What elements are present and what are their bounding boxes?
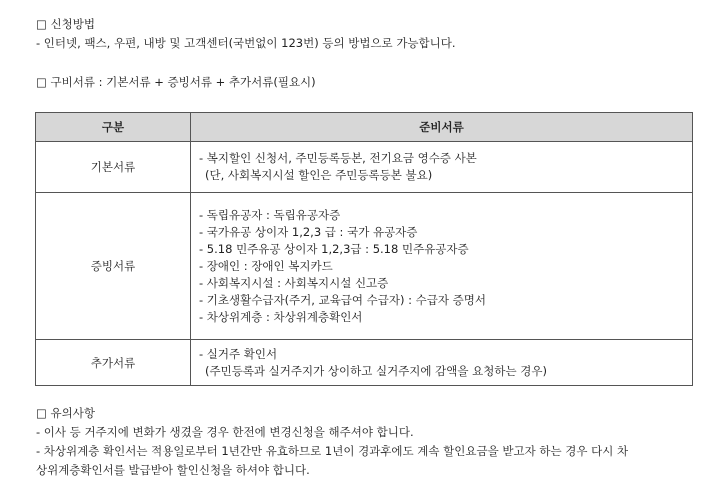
row-documents bbox=[191, 340, 693, 386]
application-text: - 인터넷, 팩스, 우편, 내방 및 고객센터(국번없이 123번) 등의 방법으로 가능합니다. bbox=[36, 36, 456, 50]
note-line: 상위계층확인서를 발급받아 할인신청을 하셔야 합니다. bbox=[36, 463, 310, 477]
note-line: - 이사 등 거주지에 변화가 생겼을 경우 한전에 변경신청을 해주셔야 합니다. bbox=[36, 425, 414, 439]
document-line: (주민등록과 실거주지가 상이하고 실거주지에 감액을 요청하는 경우) bbox=[205, 363, 547, 378]
document-line: - 복지할인 신청서, 주민등록등본, 전기요금 영수증 사본 bbox=[199, 151, 477, 165]
document-line: - 사회복지시설 : 사회복지시설 신고증 bbox=[199, 275, 389, 290]
documents-table bbox=[35, 112, 693, 386]
table-row bbox=[36, 193, 693, 340]
row-category: 증빙서류 bbox=[36, 193, 191, 340]
row-documents bbox=[191, 142, 693, 193]
document-line: - 차상위계층 : 차상위계층확인서 bbox=[199, 309, 363, 324]
document-line: (단, 사회복지시설 할인은 주민등록등본 불요) bbox=[205, 168, 433, 182]
document-line: - 장애인 : 장애인 복지카드 bbox=[199, 258, 333, 273]
notes-heading: □ 유의사항 bbox=[36, 406, 95, 420]
document-line: - 실거주 확인서 bbox=[199, 346, 278, 361]
note-line: - 차상위계층 확인서는 적용일로부터 1년간만 유효하므로 1년이 경과후에도 계속 할인요금을 받고자 하는 경우 다시 차 bbox=[36, 444, 629, 458]
table-row bbox=[36, 340, 693, 386]
table-header-row bbox=[36, 113, 693, 142]
document-line: - 국가유공 상이자 1,2,3 급 : 국가 유공자증 bbox=[199, 224, 418, 239]
header-documents: 준비서류 bbox=[191, 113, 693, 142]
documents-heading: □ 구비서류 : 기본서류 + 증빙서류 + 추가서류(필요시) bbox=[36, 75, 316, 89]
application-heading: □ 신청방법 bbox=[36, 17, 95, 31]
header-category: 구분 bbox=[36, 113, 191, 142]
row-documents bbox=[191, 193, 693, 340]
document-line: - 5.18 민주유공 상이자 1,2,3급 : 5.18 민주유공자증 bbox=[199, 241, 469, 256]
row-category: 추가서류 bbox=[36, 340, 191, 386]
document-line: - 독립유공자 : 독립유공자증 bbox=[199, 207, 341, 222]
document-line: - 기초생활수급자(주거, 교육급여 수급자) : 수급자 증명서 bbox=[199, 292, 486, 307]
row-category: 기본서류 bbox=[36, 142, 191, 193]
table-row bbox=[36, 142, 693, 193]
